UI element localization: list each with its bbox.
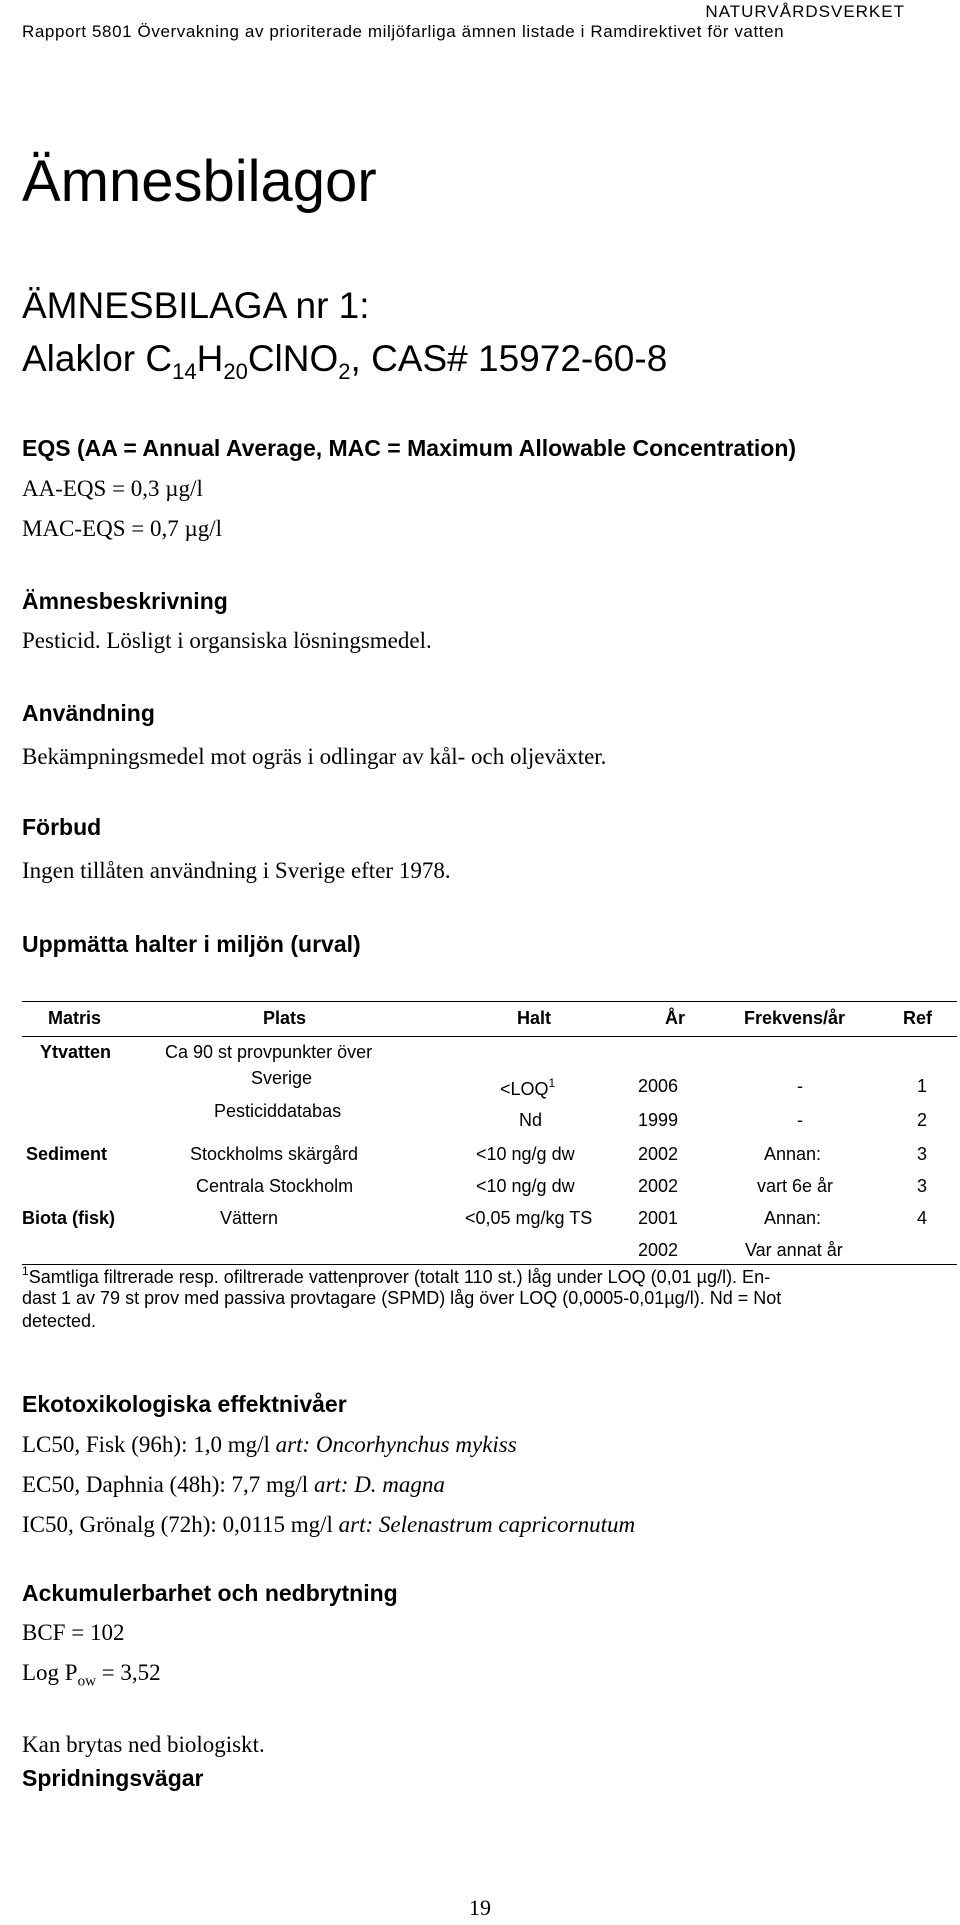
col-plats: Plats xyxy=(263,1008,307,1028)
cell-ar-r6: 2002 xyxy=(638,1240,679,1260)
cell-plats-r1a: Ca 90 st provpunkter över xyxy=(165,1042,373,1062)
org-header: NATURVÅRDSVERKET xyxy=(705,2,905,21)
col-ref: Ref xyxy=(903,1008,933,1028)
cell-frek-r6: Var annat år xyxy=(745,1240,843,1260)
ecotox-ic50: IC50, Grönalg (72h): 0,0115 mg/l art: Selenastrum capricornutum xyxy=(22,1512,636,1537)
logp-value: Log $P_{ow} = 3,52$ xyxy=(22,1660,161,1690)
cell-ar-r4: 2002 xyxy=(638,1176,679,1196)
cell-matris-r1: Ytvatten xyxy=(40,1042,112,1062)
appendix-heading: ÄMNESBILAGA nr 1: xyxy=(22,285,370,326)
cell-ar-r3: 2002 xyxy=(638,1144,679,1164)
cell-matris-r3: Sediment xyxy=(26,1144,108,1164)
cell-halt-r3: <10 ng/g dw xyxy=(476,1144,575,1164)
cell-halt-r1: $<LOQ^1$ xyxy=(500,1076,556,1099)
cell-ref-r2: 2 xyxy=(917,1110,928,1130)
cell-frek-r2: - xyxy=(797,1110,803,1130)
page-title: Ämnesbilagor xyxy=(22,149,377,214)
col-matris: Matris xyxy=(48,1008,102,1028)
measured-heading: Uppmätta halter i miljön (urval) xyxy=(22,931,361,957)
cell-ar-r1: 2006 xyxy=(638,1076,679,1096)
mac-eqs: MAC-EQS = 0,7 µg/l xyxy=(22,516,223,541)
cell-frek-r3: Annan: xyxy=(764,1144,822,1164)
ecotox-ec50: EC50, Daphnia (48h): 7,7 mg/l art: D. magna xyxy=(22,1472,445,1497)
cell-halt-r2: Nd xyxy=(519,1110,543,1130)
ban-text: Ingen tillåten användning i Sverige efter 1978. xyxy=(22,858,451,883)
table-footnote-line1: $^1$Samtliga filtrerade resp. ofiltrerade vattenprover (totalt 110 st.) låg under LOQ (0,01 µg/l). En- xyxy=(22,1264,771,1287)
aa-eqs: AA-EQS = 0,3 µg/l xyxy=(22,476,203,501)
cell-frek-r4: vart 6e år xyxy=(757,1176,834,1196)
ban-heading: Förbud xyxy=(22,814,102,840)
substance-heading: Alaklor $C_{14}H_{20}ClNO_2$, CAS# 15972-60-8 xyxy=(22,338,668,384)
cell-frek-r1: - xyxy=(797,1076,803,1096)
description-text: Pesticid. Lösligt i organsiska lösningsmedel. xyxy=(22,628,432,653)
ecotox-lc50: LC50, Fisk (96h): 1,0 mg/l art: Oncorhynchus mykiss xyxy=(22,1432,517,1457)
bcf-value: BCF = 102 xyxy=(22,1620,125,1645)
col-halt: Halt xyxy=(517,1008,552,1028)
cell-plats-r4: Centrala Stockholm xyxy=(196,1176,354,1196)
usage-text: Bekämpningsmedel mot ogräs i odlingar av kål- och oljeväxter. xyxy=(22,744,607,769)
cell-ar-r2: 1999 xyxy=(638,1110,679,1130)
cell-ar-r5: 2001 xyxy=(638,1208,679,1228)
report-header: Rapport 5801 Övervakning av prioriterade miljöfarliga ämnen listade i Ramdirektivet för vatten xyxy=(22,22,785,41)
cell-ref-r5: 4 xyxy=(917,1208,928,1228)
cell-plats-r5: Vättern xyxy=(220,1208,279,1228)
cell-frek-r5: Annan: xyxy=(764,1208,822,1228)
accum-heading: Ackumulerbarhet och nedbrytning xyxy=(22,1580,398,1606)
table-footnote-line3: detected. xyxy=(22,1311,97,1331)
cell-halt-r5: <0,05 mg/kg TS xyxy=(465,1208,593,1228)
eqs-heading: EQS (AA = Annual Average, MAC = Maximum Allowable Concentration) xyxy=(22,435,797,461)
col-ar: År xyxy=(665,1008,686,1028)
cell-ref-r3: 3 xyxy=(917,1144,928,1164)
cell-halt-r4: <10 ng/g dw xyxy=(476,1176,575,1196)
col-frekvens: Frekvens/år xyxy=(744,1008,846,1028)
spread-heading: Spridningsvägar xyxy=(22,1765,204,1791)
usage-heading: Användning xyxy=(22,700,155,726)
cell-ref-r1: 1 xyxy=(917,1076,928,1096)
cell-plats-r2: Pesticiddatabas xyxy=(214,1101,342,1121)
table-header-rule xyxy=(22,1036,957,1037)
degradation-text: Kan brytas ned biologiskt. xyxy=(22,1732,265,1757)
cell-plats-r3: Stockholms skärgård xyxy=(190,1144,359,1164)
table-top-rule xyxy=(22,1001,957,1002)
cell-matris-r5: Biota (fisk) xyxy=(22,1208,116,1228)
cell-ref-r4: 3 xyxy=(917,1176,928,1196)
ecotox-heading: Ekotoxikologiska effektnivåer xyxy=(22,1391,347,1417)
description-heading: Ämnesbeskrivning xyxy=(22,588,228,614)
table-footnote-line2: dast 1 av 79 st prov med passiva provtagare (SPMD) låg över LOQ (0,0005-0,01µg/l). Nd = Not xyxy=(22,1288,782,1308)
cell-plats-r1b: Sverige xyxy=(251,1068,313,1088)
page-number: 19 xyxy=(469,1895,491,1920)
